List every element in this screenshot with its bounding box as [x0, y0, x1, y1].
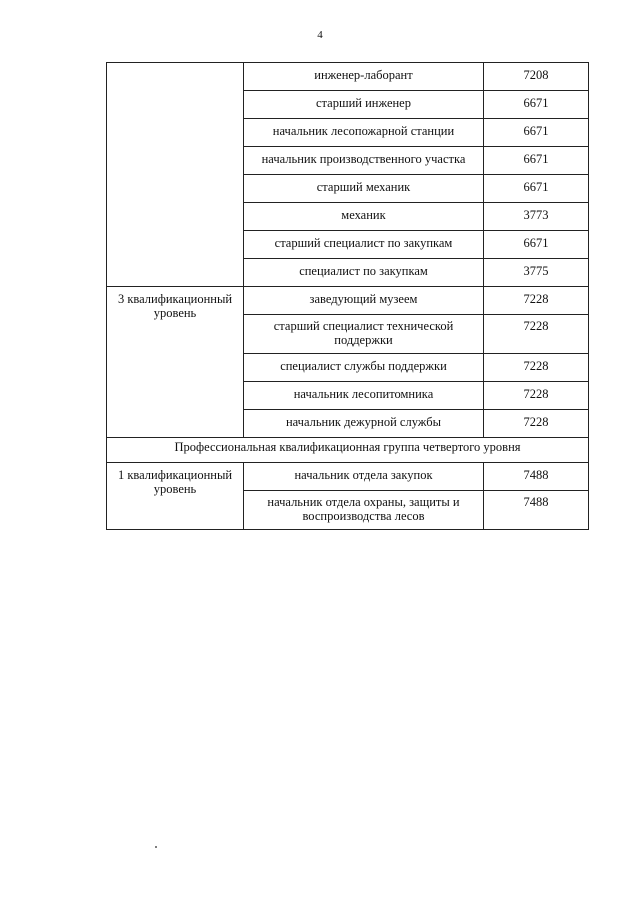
position-title: начальник отдела охраны, защиты и воспроизводства лесов: [244, 491, 484, 530]
salary-value: 3775: [484, 259, 589, 287]
qualification-level-cell: [107, 63, 244, 287]
position-title: начальник лесопитомника: [244, 382, 484, 410]
salary-value: 7488: [484, 463, 589, 491]
salary-value: 6671: [484, 119, 589, 147]
salary-value: 7228: [484, 382, 589, 410]
salary-value: 6671: [484, 175, 589, 203]
page-number: 4: [317, 29, 323, 41]
position-title: начальник отдела закупок: [244, 463, 484, 491]
position-title: старший механик: [244, 175, 484, 203]
table-row: [107, 287, 589, 315]
position-title: заведующий музеем: [244, 287, 484, 315]
salary-value: 7228: [484, 315, 589, 354]
table-row: [107, 63, 589, 91]
salary-value: 3773: [484, 203, 589, 231]
position-title: специалист по закупкам: [244, 259, 484, 287]
position-title: начальник производственного участка: [244, 147, 484, 175]
salary-value: 7208: [484, 63, 589, 91]
salary-value: 7228: [484, 354, 589, 382]
table-row: [107, 438, 589, 463]
position-title: специалист службы поддержки: [244, 354, 484, 382]
qualification-level-label: 1 квалификационный уровень: [107, 463, 244, 530]
scan-speck: [155, 846, 157, 848]
salary-value: 7228: [484, 287, 589, 315]
salary-value: 7488: [484, 491, 589, 530]
position-title: старший инженер: [244, 91, 484, 119]
position-title: начальник лесопожарной станции: [244, 119, 484, 147]
position-title: старший специалист по закупкам: [244, 231, 484, 259]
position-title: механик: [244, 203, 484, 231]
position-title: инженер-лаборант: [244, 63, 484, 91]
position-title: начальник дежурной службы: [244, 410, 484, 438]
group-heading: Профессиональная квалификационная группа четвертого уровня: [107, 438, 589, 463]
table-row: [107, 463, 589, 491]
salary-table: [106, 62, 589, 530]
position-title: старший специалист технической поддержки: [244, 315, 484, 354]
salary-value: 6671: [484, 147, 589, 175]
salary-value: 6671: [484, 91, 589, 119]
qualification-level-label: 3 квалификационный уровень: [107, 287, 244, 438]
salary-value: 7228: [484, 410, 589, 438]
salary-value: 6671: [484, 231, 589, 259]
